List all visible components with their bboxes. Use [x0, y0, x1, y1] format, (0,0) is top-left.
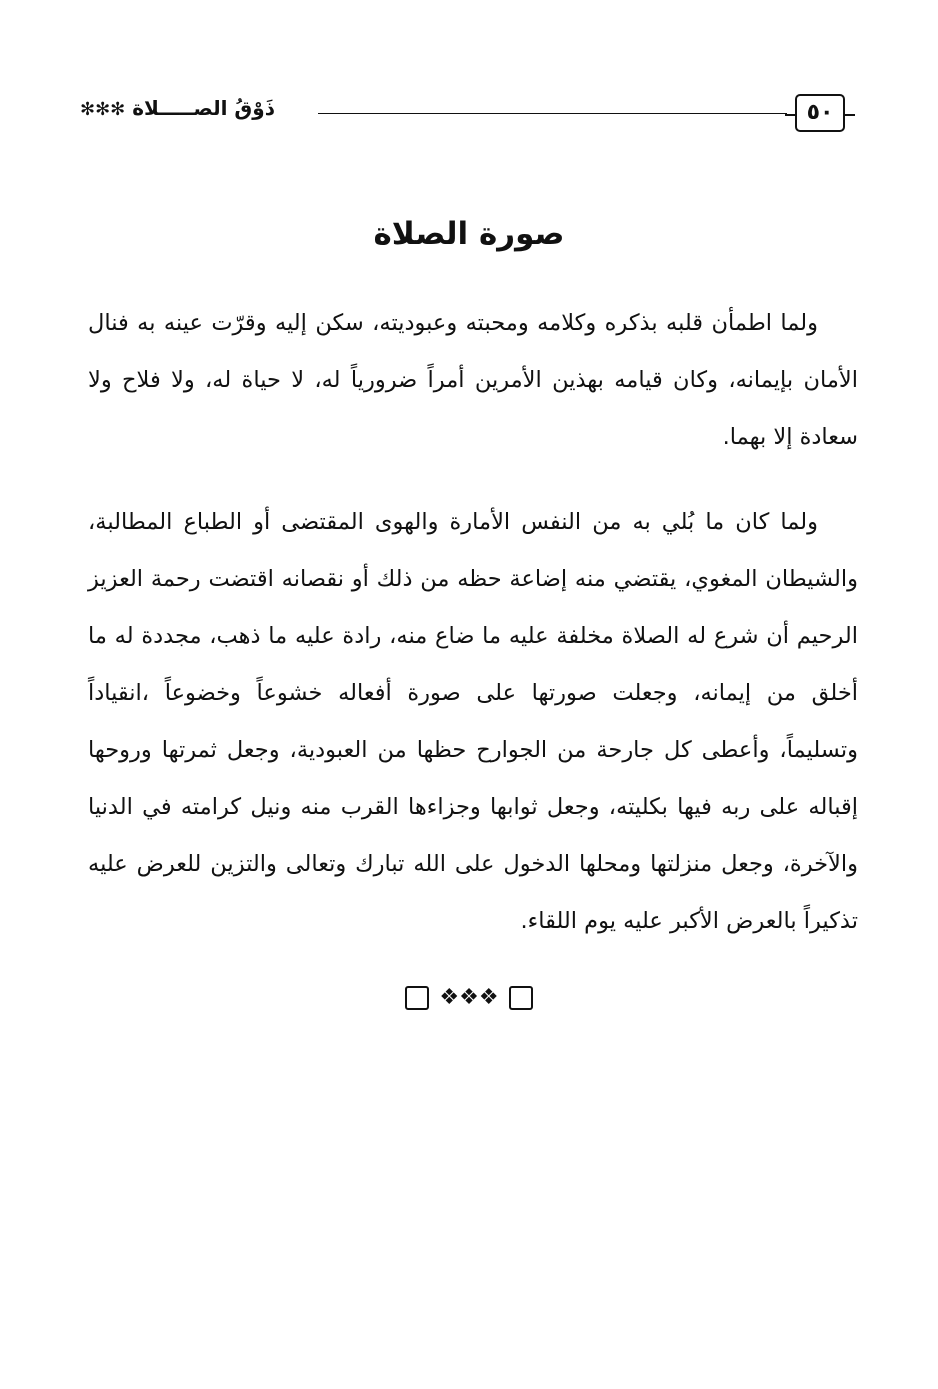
diamond-ornament-icon: ❖❖❖ — [439, 985, 499, 1010]
body-text — [88, 295, 858, 978]
chapter-title: صورة الصلاة — [373, 216, 565, 252]
running-header — [80, 92, 855, 140]
asterisk-ornament-icon: ✻✻✻ — [80, 99, 126, 120]
end-ornament — [0, 982, 938, 1012]
running-title — [80, 96, 275, 120]
square-bracket-icon — [509, 986, 533, 1010]
page-number: ٥٠ — [795, 94, 845, 132]
paragraph-2: ولما كان ما بُلي به من النفس الأمارة والهوى المقتضى أو الطباع المطالبة، والشيطان المغوي، يقتضي منه إضاعة حظه من ذلك أو نقصانه اقتضت رحمة العزيز الرحيم أن شرع له الصلاة مخلفة عليه ما ضاع منه، رادة عليه ما ذهب، مجددة له ما أخلق من إيمانه، وجعلت صورتها على صورة أفعاله خشوعاً وخضوعاً ،انقياداً وتسليماً، وأعطى كل جارحة من الجوارح حظها من العبودية، وجعل ثمرتها وروحها إقباله على ربه فيها بكليته، وجعل ثوابها وجزاءها القرب منه ونيل كرامته في الدنيا والآخرة، وجعل منزلتها ومحلها الدخول على الله تبارك وتعالى والتزين للعرض عليه تذكيراً بالعرض الأكبر عليه يوم اللقاء. — [88, 509, 858, 934]
header-rule — [318, 113, 787, 114]
paragraph-1: ولما اطمأن قلبه بذكره وكلامه ومحبته وعبوديته، سكن إليه وقرّت عينه به فنال الأمان بإيمانه، وكان قيامه بهذين الأمرين أمراً ضرورياً له، لا حياة له، ولا فلاح ولا سعادة إلا بهما. — [88, 310, 858, 450]
square-bracket-icon — [405, 986, 429, 1010]
running-title-text: ذَوْقُ الصـــــلاة — [132, 96, 276, 120]
